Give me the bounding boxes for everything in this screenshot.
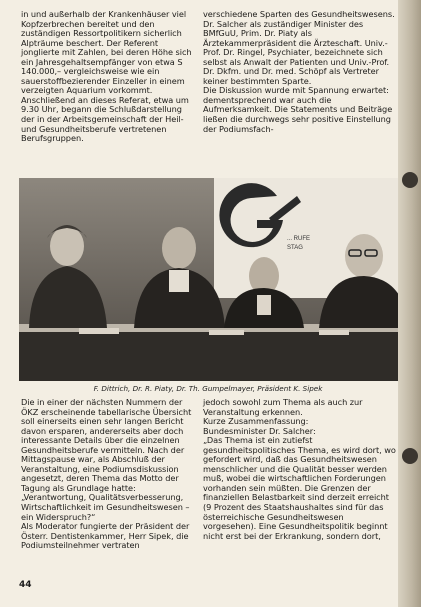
photo-caption: F. Dittrich, Dr. R. Piaty, Dr. Th. Gumpelmayer, Präsident K. Sipek	[93, 384, 323, 393]
text-column-right-bottom	[203, 398, 396, 541]
paragraph: „Das Thema ist ein zutiefst gesundheitspolitisches Thema, es wird dort, wo gefordert wird, daß das Gesundheitswesen menschlicher und die Qualität besser werden muß, wobei die wirtschaftlichen Forderungen vorhanden sein müßten. Die Grenzen der finanziellen Belastbarkeit sind derzeit erreicht (9 Prozent des Staatshaushaltes sind für das österreichische Gesundheitswesen vorgesehen). Eine Gesundheitspolitik beginnt nicht erst bei der Erkrankung, sondern dort,	[203, 435, 396, 541]
paragraph: Die in einer der nächsten Nummern der ÖKZ erscheinende tabellarische Übersicht soll einerseits einen sehr langen Bericht davon ersparen, andererseits aber doch interessante Details über die einzelnen Gesundheitsberufe vermitteln. Nach der Mittagspause war, als Abschluß der Veranstaltung, eine Podiumsdiskussion angesetzt, deren Thema das Motto der Tagung als Grundlage hatte: „Verantwortung, Qualitätsverbesserung, Wirtschaftlichkeit im Gesundheitswesen – ein Widerspruch?“	[21, 397, 192, 522]
binder-edge	[398, 0, 421, 607]
paragraph: in und außerhalb der Krankenhäuser viel Kopfzerbrechen bereitet und den zuständigen Ressortpolitikern sicherlich Alpträume beschert. Der Referent jonglierte mit Zahlen, bei deren Höhe sich ein Jahresgehaltsempfänger von etwa S 140.000,– vergleichsweise wie ein sauerstoffbezierender Einzeller in einem verzeigten Aquarium vorkommt.	[21, 9, 192, 96]
banner-text: STAG	[287, 245, 303, 251]
paragraph: Anschließend an dieses Referat, etwa um 9.30 Uhr, begann die Schlußdarstellung der in der Arbeitsgemeinschaft der Heil- und Gesundheitsberufe vertretenen Berufsgruppen.	[21, 94, 189, 144]
binder-hole-icon	[402, 172, 418, 188]
text-column-right-top	[203, 10, 396, 134]
paragraph: Die Diskussion wurde mit Spannung erwartet: dementsprechend war auch die Aufmerksamkeit. Die Statements und Beiträge ließen die durchwegs sehr positive Einstellung der Podiumsfach-	[203, 85, 393, 134]
paragraph: Kurze Zusammenfassung:	[203, 416, 309, 427]
panel-discussion-photo	[19, 178, 399, 381]
paragraph: verschiedene Sparten des Gesundheitswesens. Dr. Salcher als zuständiger Minister des BMfGuU, Prim. Dr. Piaty als Ärztekammerpräsident die Ärzteschaft. Univ.-Prof. Dr. Ringel, Psychiater, bezeichnete sich selbst als Anwalt der Patienten und Univ.-Prof. Dr. Dkfm. und Dr. med. Schöpf als Vertreter keiner bestimmten Sparte.	[203, 9, 395, 86]
paragraph: Bundesminister Dr. Salcher:	[203, 425, 316, 436]
binder-hole-icon	[402, 448, 418, 464]
paragraph: jedoch sowohl zum Thema als auch zur Veranstaltung erkennen.	[203, 397, 363, 417]
text-column-left-bottom	[21, 398, 196, 551]
photo-illustration	[19, 178, 399, 381]
text-column-left-top	[21, 10, 196, 144]
paragraph: Als Moderator fungierte der Präsident der Österr. Dentistenkammer, Herr Sipek, die Podiumsteilnehmer vertraten	[21, 521, 190, 551]
banner-text: ... RUFE	[287, 236, 311, 242]
page-number: 44	[19, 580, 32, 590]
